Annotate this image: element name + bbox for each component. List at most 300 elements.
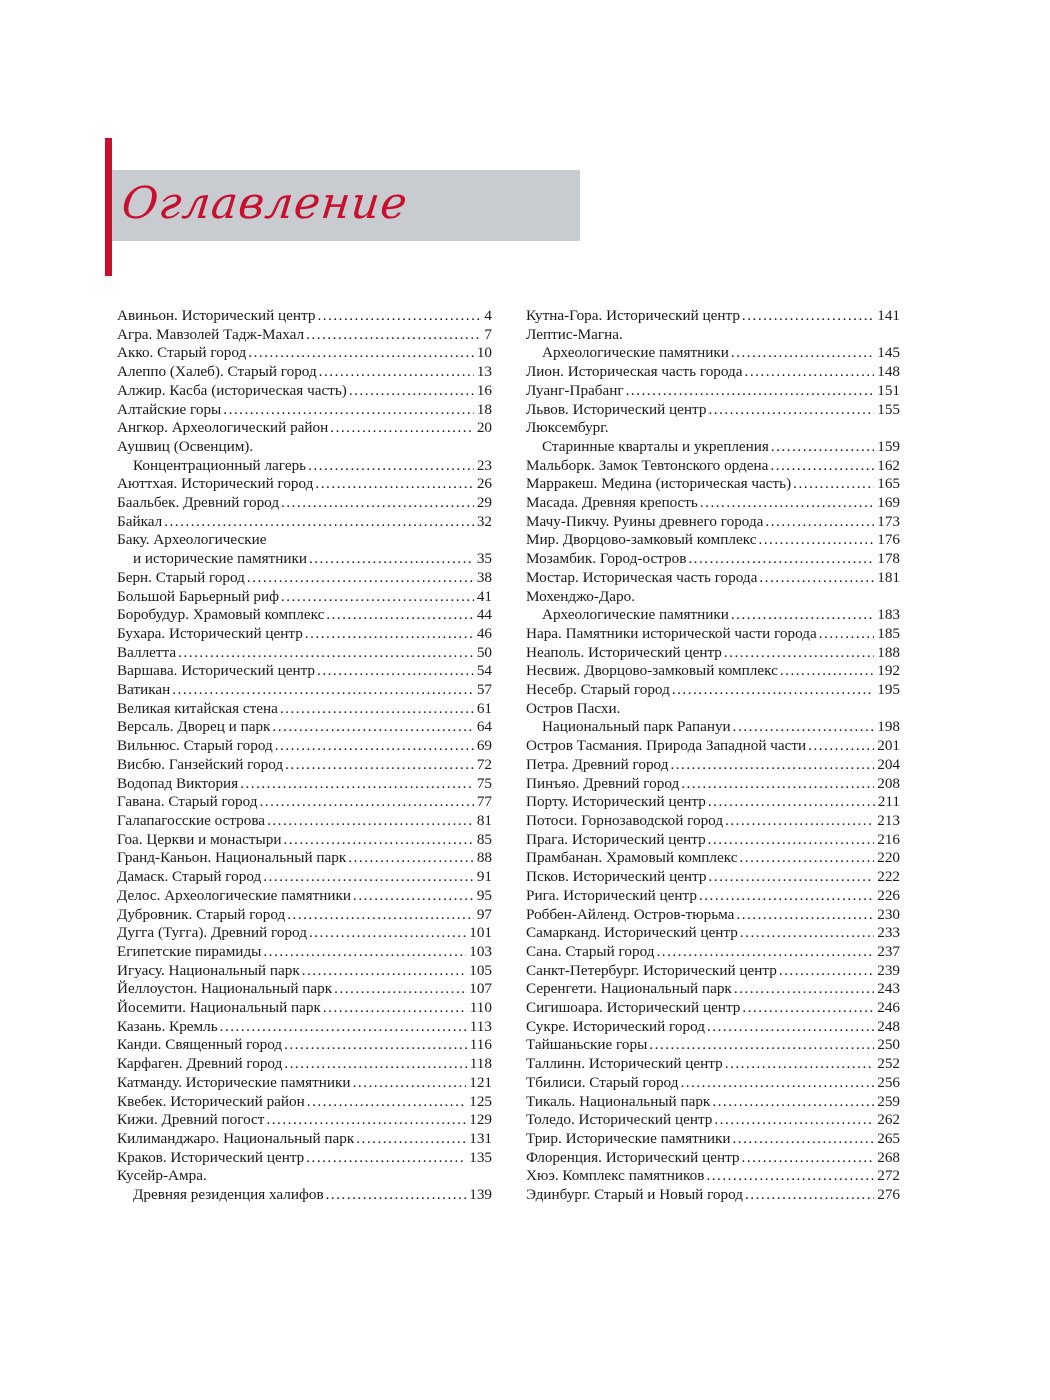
toc-page-number: 222 (877, 868, 900, 886)
toc-entry-title: Санкт-Петербург. Исторический центр (526, 961, 777, 979)
toc-entry (526, 700, 900, 719)
toc-entry-title: Тбилиси. Старый город (526, 1073, 679, 1091)
toc-entry-title: Псков. Исторический центр (526, 868, 707, 886)
toc-entry-title: Карфаген. Древний город (117, 1055, 283, 1073)
toc-entry-title: Игуасу. Национальный парк (117, 961, 300, 979)
toc-leader-dots (759, 569, 874, 588)
toc-page-number: 105 (469, 961, 492, 979)
toc-page-number: 226 (877, 886, 900, 904)
toc-entry-title: Прага. Исторический центр (526, 830, 706, 848)
toc-entry (117, 606, 492, 625)
toc-entry (117, 513, 492, 532)
toc-page-number: 243 (877, 980, 900, 998)
toc-entry (526, 868, 900, 887)
toc-leader-dots (306, 326, 481, 345)
accent-bar (105, 138, 112, 276)
toc-page-number: 176 (877, 531, 900, 549)
toc-leader-dots (259, 793, 473, 812)
toc-leader-dots (708, 793, 875, 812)
toc-entry (117, 382, 492, 401)
toc-entry-title: Роббен-Айленд. Остров-тюрьма (526, 905, 735, 923)
toc-leader-dots (706, 1167, 874, 1186)
toc-entry-title: Баку. Археологические (117, 531, 267, 549)
toc-entry (526, 382, 900, 401)
toc-leader-dots (248, 344, 474, 363)
toc-page-number: 181 (877, 568, 900, 586)
toc-page-number: 20 (476, 419, 492, 437)
toc-entry (117, 980, 492, 999)
toc-page-number: 237 (877, 942, 900, 960)
toc-leader-dots (172, 681, 474, 700)
toc-entry-title: Кусейр-Амра. (117, 1167, 207, 1185)
toc-page-number: 10 (476, 344, 492, 362)
toc-entry (526, 1111, 900, 1130)
toc-leader-dots (732, 1130, 874, 1149)
toc-leader-dots (315, 475, 473, 494)
toc-entry (526, 962, 900, 981)
toc-entry (117, 457, 492, 476)
toc-page-number: 139 (469, 1186, 492, 1204)
toc-page-number: 145 (877, 344, 900, 362)
toc-entry-title: Кижи. Древний погост (117, 1111, 265, 1129)
toc-entry-title: Порту. Исторический центр (526, 793, 706, 811)
toc-leader-dots (700, 494, 874, 513)
toc-page-number: 91 (476, 868, 492, 886)
toc-leader-dots (758, 531, 874, 550)
toc-leader-dots (281, 494, 474, 513)
toc-entry-title: Тайшаньские горы (526, 1036, 648, 1054)
toc-leader-dots (164, 513, 474, 532)
toc-entry-title: Древняя резиденция халифов (133, 1186, 324, 1204)
toc-leader-dots (302, 962, 467, 981)
toc-page-number: 155 (877, 400, 900, 418)
toc-page-number: 88 (476, 849, 492, 867)
toc-page-number: 262 (877, 1111, 900, 1129)
toc-page-number: 4 (484, 307, 492, 324)
toc-entry-title: Неаполь. Исторический центр (526, 643, 722, 661)
toc-entry (526, 344, 900, 363)
toc-entry-title: Мальборк. Замок Тевтонского ордена (526, 456, 769, 474)
toc-page-number: 198 (877, 718, 900, 736)
toc-entry (117, 588, 492, 607)
toc-entry-title: и исторические памятники (133, 550, 307, 568)
toc-entry-title: Флоренция. Исторический центр (526, 1148, 740, 1166)
toc-page-number: 121 (469, 1073, 492, 1091)
toc-leader-dots (731, 606, 874, 625)
toc-entry-title: Мохенджо-Даро. (526, 587, 636, 605)
toc-entry (526, 326, 900, 345)
toc-leader-dots (649, 1036, 874, 1055)
toc-entry-title: Аушвиц (Освенцим). (117, 437, 254, 455)
toc-entry (526, 793, 900, 812)
toc-entry-title: Версаль. Дворец и парк (117, 718, 271, 736)
toc-leader-dots (733, 718, 875, 737)
toc-entry (526, 943, 900, 962)
toc-entry (526, 718, 900, 737)
toc-entry (117, 737, 492, 756)
toc-page-number: 95 (476, 886, 492, 904)
toc-page-number: 135 (469, 1148, 492, 1166)
toc-leader-dots (307, 1093, 466, 1112)
toc-leader-dots (725, 1055, 875, 1074)
toc-entry-title: Петра. Древний город (526, 755, 669, 773)
toc-leader-dots (287, 906, 474, 925)
toc-entry (526, 457, 900, 476)
toc-leader-dots (712, 1093, 874, 1112)
toc-entry-title: Бухара. Исторический центр (117, 624, 303, 642)
toc-page-number: 26 (476, 475, 492, 493)
toc-entry-title: Мир. Дворцово-замковый комплекс (526, 531, 757, 549)
toc-leader-dots (353, 887, 474, 906)
toc-leader-dots (178, 644, 474, 663)
toc-leader-dots (275, 737, 474, 756)
toc-page-number: 118 (469, 1055, 492, 1073)
toc-entry-title: Краков. Исторический центр (117, 1148, 305, 1166)
toc-leader-dots (742, 1149, 875, 1168)
toc-entry-title: Сигишоара. Исторический центр (526, 999, 741, 1017)
toc-entry (526, 550, 900, 569)
toc-leader-dots (356, 1130, 466, 1149)
toc-entry-title: Алтайские горы (117, 400, 222, 418)
toc-entry (117, 1167, 492, 1186)
toc-entry-title: Люксембург. (526, 419, 609, 437)
toc-leader-dots (284, 1055, 466, 1074)
toc-leader-dots (670, 756, 874, 775)
toc-entry (526, 363, 900, 382)
toc-entry-title: Самарканд. Исторический центр (526, 924, 738, 942)
toc-entry (526, 1018, 900, 1037)
toc-page-number: 252 (877, 1055, 900, 1073)
toc-page-number: 173 (877, 512, 900, 530)
toc-entry-title: Вильнюс. Старый город (117, 737, 273, 755)
toc-page-number: 13 (476, 363, 492, 381)
toc-entry-title: Алеппо (Халеб). Старый город (117, 363, 317, 381)
toc-page-number: 248 (877, 1017, 900, 1035)
toc-entry (117, 438, 492, 457)
toc-page-number: 239 (877, 961, 900, 979)
toc-entry-title: Берн. Старый город (117, 568, 245, 586)
toc-page-number: 276 (877, 1186, 900, 1204)
toc-page-number: 169 (877, 494, 900, 512)
toc-leader-dots (323, 999, 467, 1018)
toc-entry-title: Делос. Археологические памятники (117, 886, 352, 904)
toc-leader-dots (305, 625, 474, 644)
toc-leader-dots (740, 924, 874, 943)
toc-page-number: 125 (469, 1092, 492, 1110)
toc-page-number: 151 (877, 381, 900, 399)
toc-page-number: 110 (469, 999, 492, 1017)
toc-entry-title: Дамаск. Старый город (117, 868, 262, 886)
toc-leader-dots (247, 569, 474, 588)
toc-leader-dots (306, 1149, 466, 1168)
toc-leader-dots (808, 737, 874, 756)
toc-entry-title: Масада. Древняя крепость (526, 494, 698, 512)
toc-page-number: 211 (877, 793, 900, 811)
toc-entry-title: Дубровник. Старый город (117, 905, 286, 923)
toc-entry-title: Толедо. Исторический центр (526, 1111, 713, 1129)
toc-entry (117, 363, 492, 382)
toc-page-number: 131 (469, 1129, 492, 1147)
toc-leader-dots (745, 363, 875, 382)
toc-page-number: 256 (877, 1073, 900, 1091)
toc-page-number: 75 (476, 774, 492, 792)
toc-leader-dots (725, 812, 874, 831)
toc-entry-title: Водопад Виктория (117, 774, 239, 792)
toc-entry-title: Гавана. Старый город (117, 793, 258, 811)
toc-page-number: 208 (877, 774, 900, 792)
toc-entry (526, 756, 900, 775)
toc-leader-dots (263, 943, 466, 962)
toc-leader-dots (308, 457, 474, 476)
toc-leader-dots (672, 681, 874, 700)
toc-leader-dots (280, 700, 474, 719)
toc-entry (526, 887, 900, 906)
toc-page-number: 183 (877, 606, 900, 624)
toc-leader-dots (742, 999, 874, 1018)
toc-entry (526, 531, 900, 550)
toc-entry (117, 326, 492, 345)
toc-entry (526, 1130, 900, 1149)
toc-entry (117, 401, 492, 420)
toc-entry-title: Авиньон. Исторический центр (117, 307, 316, 324)
toc-entry (117, 887, 492, 906)
toc-entry (117, 344, 492, 363)
toc-page-number: 230 (877, 905, 900, 923)
toc-entry-title: Остров Тасмания. Природа Западной части (526, 737, 807, 755)
toc-leader-dots (708, 831, 875, 850)
title-banner (112, 170, 580, 241)
toc-entry (117, 550, 492, 569)
toc-entry-title: Национальный парк Рапануи (542, 718, 731, 736)
toc-leader-dots (283, 831, 473, 850)
toc-entry-title: Большой Барьерный риф (117, 587, 279, 605)
toc-leader-dots (309, 550, 474, 569)
toc-page-number: 54 (476, 662, 492, 680)
toc-page-number: 50 (476, 643, 492, 661)
toc-entry-title: Тикаль. Национальный парк (526, 1092, 711, 1110)
toc-entry-title: Байкал (117, 512, 163, 530)
toc-page-number: 188 (877, 643, 900, 661)
toc-entry-title: Серенгети. Национальный парк (526, 980, 732, 998)
toc-page-number: 116 (469, 1036, 492, 1054)
toc-entry (526, 681, 900, 700)
toc-entry (526, 849, 900, 868)
toc-page-number: 85 (476, 830, 492, 848)
toc-entry (526, 588, 900, 607)
toc-entry (117, 662, 492, 681)
toc-leader-dots (267, 812, 474, 831)
toc-page-number: 97 (476, 905, 492, 923)
toc-page-number: 159 (877, 437, 900, 455)
toc-entry (526, 1149, 900, 1168)
toc-leader-dots (326, 1186, 467, 1205)
toc-page-number: 165 (877, 475, 900, 493)
toc-page-number: 41 (476, 587, 492, 605)
toc-entry-title: Нара. Памятники исторической части города (526, 624, 817, 642)
toc-entry (117, 569, 492, 588)
toc-leader-dots (272, 718, 473, 737)
toc-page-number: 29 (476, 494, 492, 512)
toc-entry (526, 1036, 900, 1055)
toc-page-number: 201 (877, 737, 900, 755)
toc-page-number: 162 (877, 456, 900, 474)
toc-leader-dots (626, 382, 875, 401)
toc-leader-dots (740, 849, 875, 868)
toc-leader-dots (779, 962, 874, 981)
toc-entry (117, 307, 492, 326)
toc-page-number: 272 (877, 1167, 900, 1185)
toc-entry (117, 1074, 492, 1093)
toc-entry-title: Сана. Старый город (526, 942, 655, 960)
toc-leader-dots (348, 849, 474, 868)
toc-entry (117, 419, 492, 438)
toc-entry (117, 644, 492, 663)
toc-entry-title: Казань. Кремль (117, 1017, 218, 1035)
toc-leader-dots (319, 363, 474, 382)
toc-entry (117, 625, 492, 644)
toc-entry-title: Концентрационный лагерь (133, 456, 307, 474)
toc-page-number: 220 (877, 849, 900, 867)
toc-page-number: 246 (877, 999, 900, 1017)
toc-entry-title: Квебек. Исторический район (117, 1092, 305, 1110)
toc-entry-title: Мостар. Историческая часть города (526, 568, 758, 586)
toc-entry-title: Рига. Исторический центр (526, 886, 697, 904)
toc-entry (526, 1074, 900, 1093)
toc-entry-title: Старинные кварталы и укрепления (542, 437, 769, 455)
toc-leader-dots (771, 438, 874, 457)
toc-entry (526, 419, 900, 438)
toc-page-number: 148 (877, 363, 900, 381)
toc-entry (526, 999, 900, 1018)
toc-entry-title: Галапагосские острова (117, 811, 266, 829)
toc-entry (526, 1093, 900, 1112)
toc-entry (526, 569, 900, 588)
toc-leader-dots (780, 662, 874, 681)
toc-leader-dots (330, 419, 474, 438)
toc-leader-dots (326, 606, 473, 625)
toc-leader-dots (745, 1186, 874, 1205)
toc-leader-dots (681, 775, 874, 794)
toc-entry (117, 718, 492, 737)
toc-entry (526, 606, 900, 625)
toc-leader-dots (240, 775, 474, 794)
toc-page-number: 64 (476, 718, 492, 736)
toc-entry-title: Ангкор. Археологический район (117, 419, 329, 437)
toc-leader-dots (220, 1018, 467, 1037)
toc-entry (526, 475, 900, 494)
toc-entry-title: Канди. Священный город (117, 1036, 283, 1054)
toc-entry-title: Потоси. Горнозаводской город (526, 811, 724, 829)
toc-entry-title: Луанг-Прабанг (526, 381, 624, 399)
toc-page-number: 113 (469, 1017, 492, 1035)
toc-leader-dots (714, 1111, 874, 1130)
toc-entry (117, 494, 492, 513)
toc-entry (526, 307, 900, 326)
toc-leader-dots (317, 307, 481, 326)
toc-entry (117, 793, 492, 812)
toc-page-number: 72 (476, 755, 492, 773)
toc-leader-dots (734, 980, 874, 999)
toc-entry (117, 906, 492, 925)
toc-entry-title: Боробудур. Храмовый комплекс (117, 606, 325, 624)
toc-leader-dots (707, 1018, 874, 1037)
toc-entry-title: Трир. Исторические памятники (526, 1129, 731, 1147)
toc-entry-title: Лион. Историческая часть города (526, 363, 743, 381)
toc-entry-title: Эдинбург. Старый и Новый город (526, 1186, 743, 1204)
toc-entry (117, 962, 492, 981)
toc-entry-title: Катманду. Исторические памятники (117, 1073, 351, 1091)
toc-entry (117, 1055, 492, 1074)
toc-page-number: 32 (476, 512, 492, 530)
toc-entry-title: Великая китайская стена (117, 699, 278, 717)
toc-leader-dots (284, 1036, 467, 1055)
toc-leader-dots (266, 1111, 466, 1130)
toc-entry-title: Сукре. Исторический город (526, 1017, 705, 1035)
toc-entry-title: Йосемити. Национальный парк (117, 999, 321, 1017)
toc-entry (526, 812, 900, 831)
toc-entry-title: Марракеш. Медина (историческая часть) (526, 475, 792, 493)
toc-entry-title: Археологические памятники (542, 344, 729, 362)
toc-entry-title: Несвиж. Дворцово-замковый комплекс (526, 662, 778, 680)
toc-entry-title: Ватикан (117, 681, 171, 699)
toc-page-number: 81 (476, 811, 492, 829)
toc-page-number: 46 (476, 624, 492, 642)
toc-leader-dots (793, 475, 874, 494)
toc-page-number: 77 (476, 793, 492, 811)
toc-page-number: 204 (877, 755, 900, 773)
toc-page-number: 141 (877, 307, 900, 324)
toc-entry-title: Египетские пирамиды (117, 942, 262, 960)
toc-entry (526, 662, 900, 681)
toc-column-right (526, 307, 900, 1205)
toc-entry-title: Баальбек. Древний город (117, 494, 280, 512)
toc-column-left (117, 307, 492, 1205)
toc-leader-dots (281, 588, 474, 607)
toc-leader-dots (708, 401, 874, 420)
toc-entry (117, 531, 492, 550)
toc-entry (526, 438, 900, 457)
toc-entry (526, 1167, 900, 1186)
toc-entry-title: Археологические памятники (542, 606, 729, 624)
toc-page-number: 195 (877, 681, 900, 699)
toc-entry-title: Остров Пасхи. (526, 699, 621, 717)
toc-leader-dots (699, 887, 874, 906)
toc-page-number: 259 (877, 1092, 900, 1110)
toc-entry (117, 1149, 492, 1168)
toc-entry-title: Таллинн. Исторический центр (526, 1055, 723, 1073)
toc-page-number: 107 (469, 980, 492, 998)
toc-entry (117, 999, 492, 1018)
toc-entry (526, 737, 900, 756)
toc-entry (117, 475, 492, 494)
toc-entry-title: Пинъяо. Древний город (526, 774, 680, 792)
toc-leader-dots (736, 906, 874, 925)
toc-page-number: 101 (469, 924, 492, 942)
toc-leader-dots (765, 513, 874, 532)
toc-entry-title: Гоа. Церкви и монастыри (117, 830, 282, 848)
toc-entry-title: Лептис-Магна. (526, 325, 623, 343)
toc-page-number: 178 (877, 550, 900, 568)
toc-entry (526, 924, 900, 943)
toc-leader-dots (353, 1074, 467, 1093)
toc-page-number: 35 (476, 550, 492, 568)
toc-entry-title: Дугга (Тугга). Древний город (117, 924, 307, 942)
toc-entry (117, 1036, 492, 1055)
toc-page-number: 16 (476, 381, 492, 399)
toc-entry (117, 700, 492, 719)
toc-page-number: 61 (476, 699, 492, 717)
toc-page-number: 18 (476, 400, 492, 418)
